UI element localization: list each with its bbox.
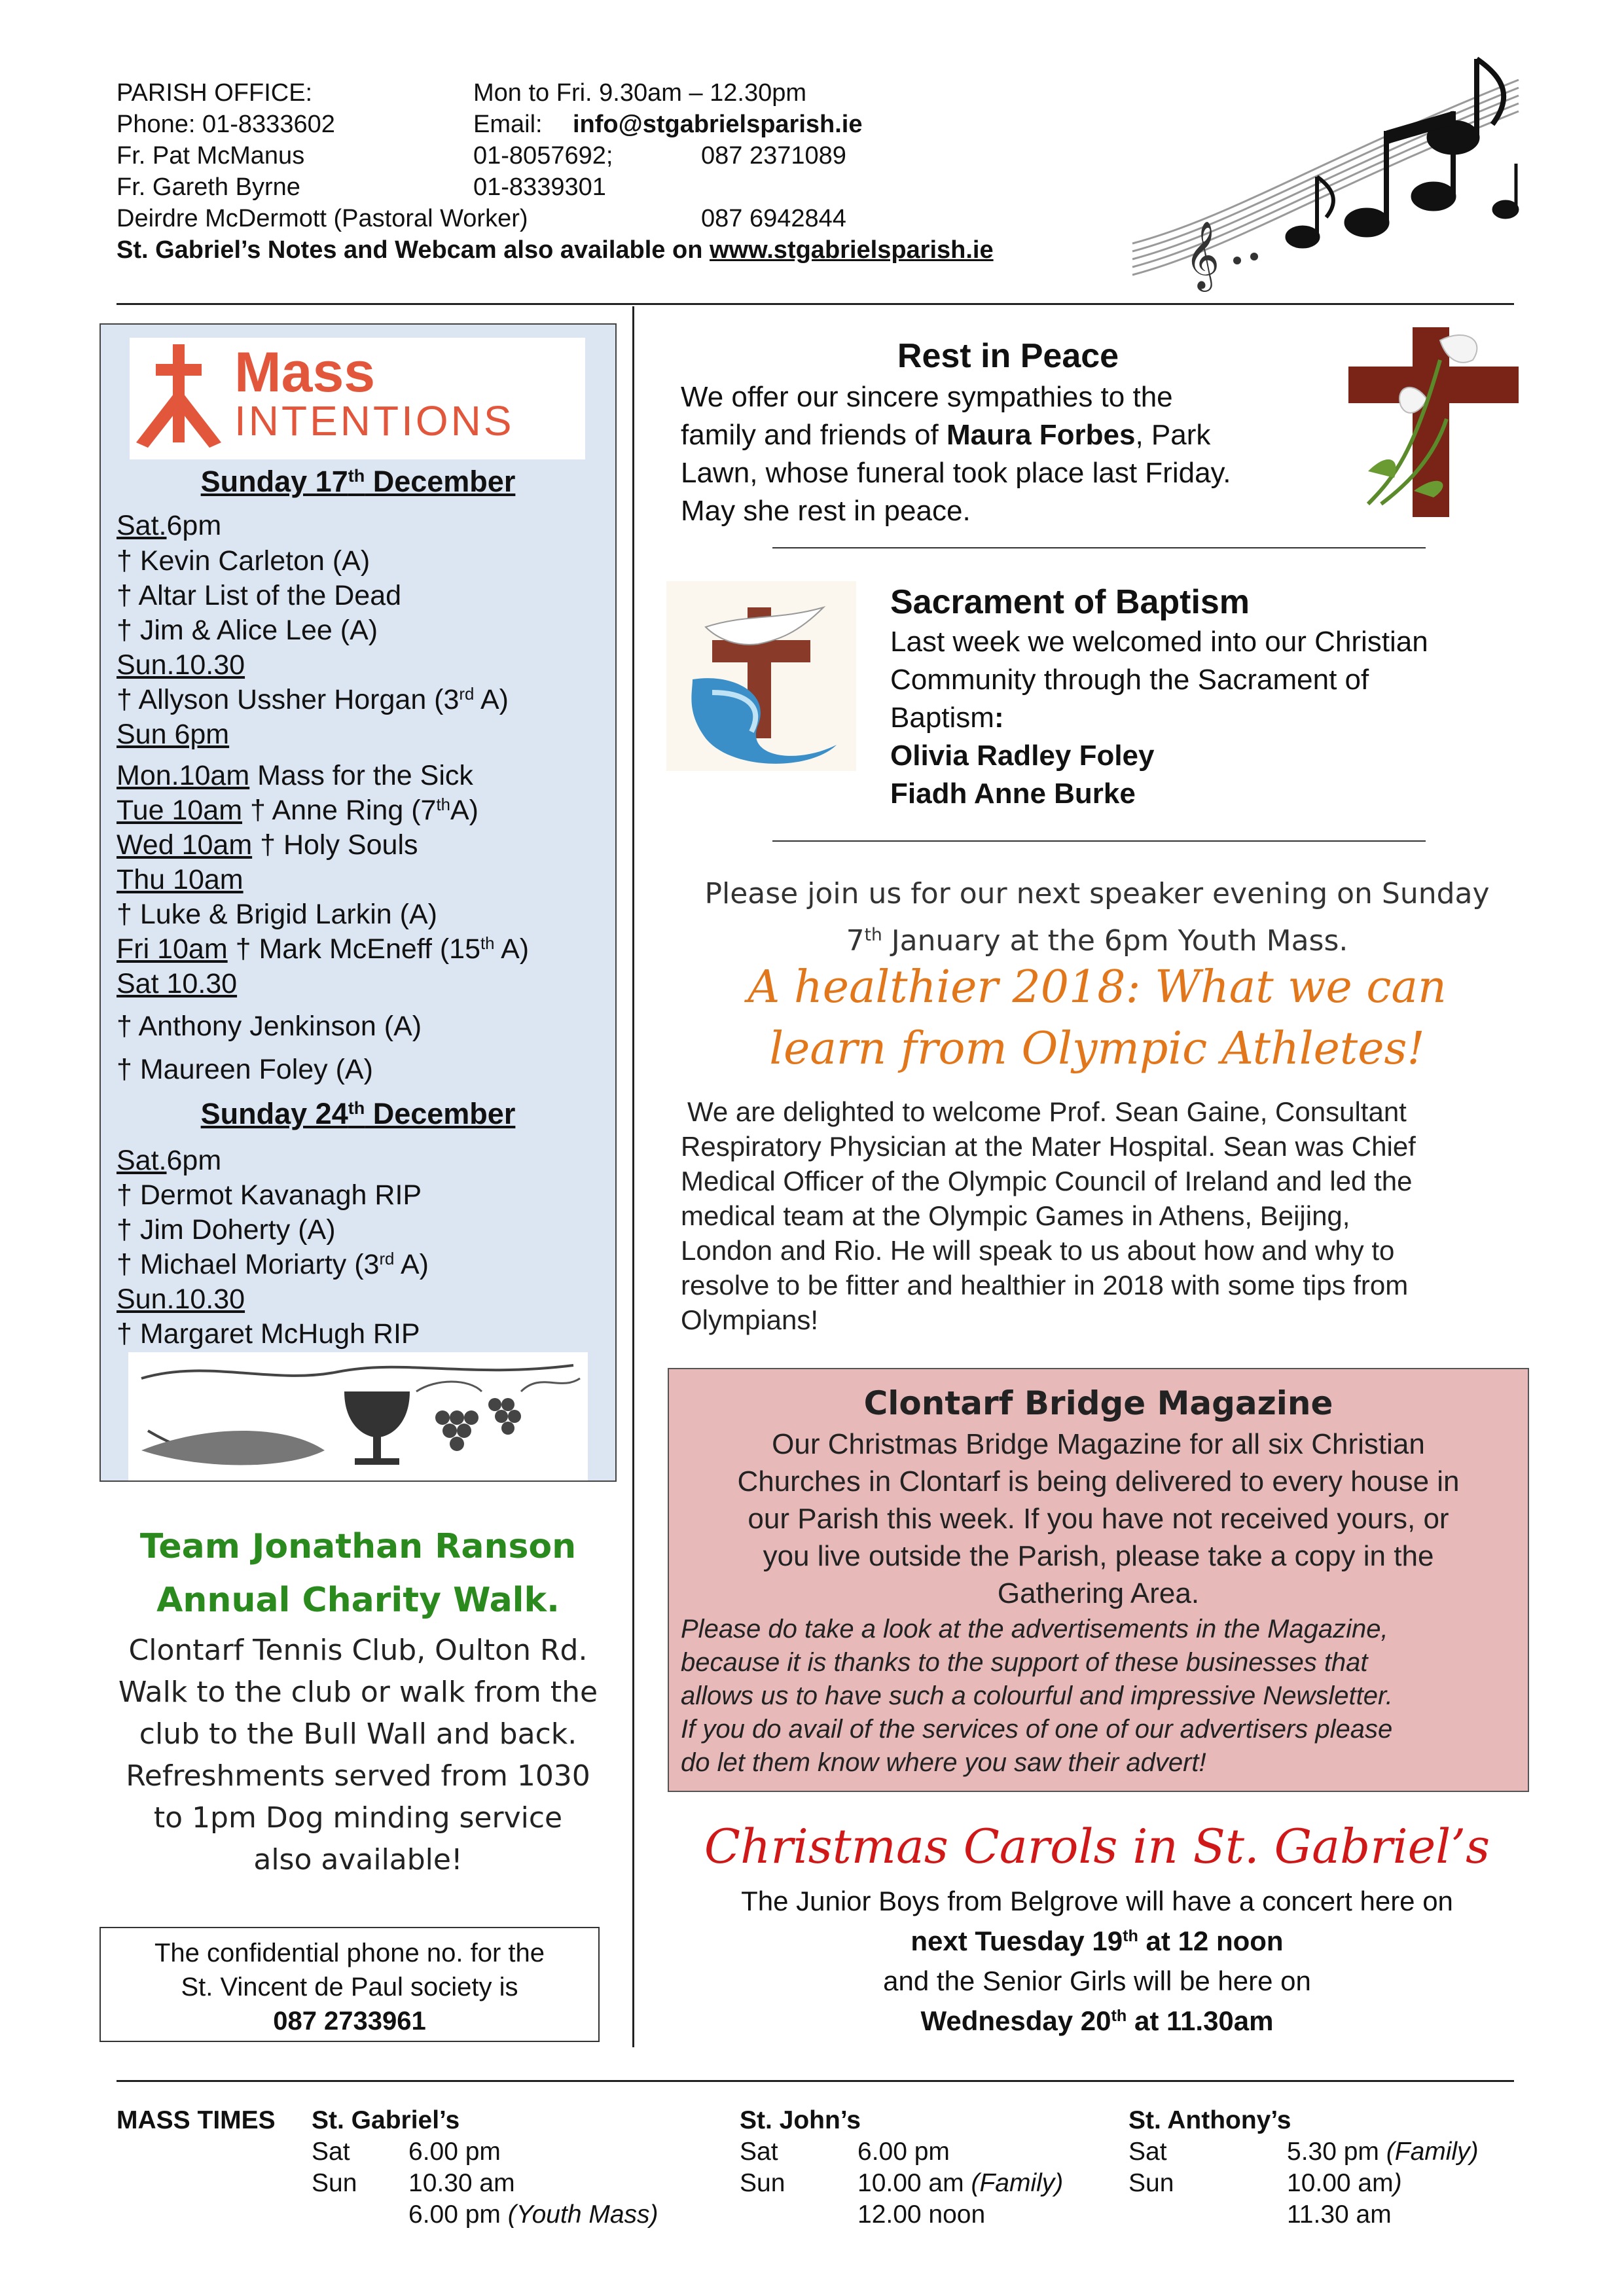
speaker-title-line: learn from Olympic Athletes! [769, 1023, 1425, 1075]
sunday-17-heading: Sunday 17th December [200, 465, 516, 498]
intention-item: † Jim Doherty (A) [117, 1214, 336, 1246]
magazine-note-line: If you do avail of the services of one of our advertisers please [681, 1715, 1393, 1744]
carols-title: Christmas Carols in St. Gabriel’s [704, 1819, 1490, 1874]
magazine-advertisers-note [681, 1613, 1519, 1780]
magazine-line: Churches in Clontarf is being delivered to every house in [737, 1465, 1460, 1498]
office-phone: Phone: 01-8333602 [117, 111, 335, 138]
intention-item: † Margaret McHugh RIP [117, 1318, 420, 1350]
worker-name: Deirdre McDermott (Pastoral Worker) [117, 205, 528, 232]
speaker-desc-line: We are delighted to welcome Prof. Sean Gaine, Consultant [687, 1096, 1407, 1127]
mass-time: 5.30 pm (Family) [1287, 2138, 1479, 2166]
sat-6pm: Sat.6pm [117, 510, 222, 541]
intention-item: † Jim & Alice Lee (A) [117, 615, 378, 646]
weekday-mon: Mon.10am Mass for the Sick [117, 760, 473, 791]
email-label: Email: [473, 111, 543, 138]
sunday-24-heading: Sunday 24th December [200, 1097, 516, 1130]
svp-phone-number: 087 2733961 [273, 2007, 426, 2036]
charity-walk-details [99, 1630, 617, 1881]
sat-6pm: Sat.6pm [117, 1145, 222, 1176]
webcam-text: St. Gabriel’s Notes and Webcam also available on [117, 236, 703, 264]
mass-time: 10.30 am [408, 2169, 515, 2197]
carols-line: and the Senior Girls will be here on [883, 1965, 1311, 1996]
baptism-line: Last week we welcomed into our Christian [890, 626, 1428, 658]
rest-in-peace-title: Rest in Peace [897, 337, 1119, 375]
magazine-note-line: Please do take a look at the advertisements in the Magazine, [681, 1615, 1388, 1643]
intention-item: † Allyson Ussher Horgan (3rd A) [117, 684, 509, 715]
worker-phone: 087 6942844 [701, 205, 846, 232]
music-notes-illustration [1126, 52, 1525, 301]
speaker-title [655, 957, 1540, 1080]
charity-walk-line: also available! [253, 1843, 463, 1876]
weekday-thu: Thu 10am [117, 864, 244, 895]
mass-time: 10.00 am) [1287, 2169, 1402, 2197]
rest-in-peace-body [681, 378, 1322, 530]
mass-time: 6.00 pm [857, 2138, 950, 2166]
baptism-title: Sacrament of Baptism [890, 583, 1250, 621]
sat-1030-label: Sat 10.30 [117, 968, 238, 999]
day-label: Sat [740, 2138, 778, 2166]
magazine-line: you live outside the Parish, please take a copy in the [763, 1540, 1434, 1572]
baptism-dove-icon [666, 581, 856, 771]
day-label: Sun [1128, 2169, 1174, 2197]
webcam-row [117, 234, 994, 266]
weekday-wed: Wed 10am † Holy Souls [117, 829, 418, 861]
svg-text:𝄞: 𝄞 [1185, 221, 1220, 289]
priest2-name: Fr. Gareth Byrne [117, 173, 300, 201]
cross-lily-icon [1342, 321, 1525, 524]
mass-time: 6.00 pm [408, 2138, 501, 2166]
charity-walk-line: Clontarf Tennis Club, Oulton Rd. [128, 1634, 588, 1667]
mass-time: 11.30 am [1287, 2200, 1392, 2229]
magazine-note-line: do let them know where you saw their advert! [681, 1748, 1206, 1777]
baptism-name: Fiadh Anne Burke [890, 778, 1136, 810]
carols-line: next Tuesday 19th at 12 noon [911, 1926, 1284, 1956]
carols-line: The Junior Boys from Belgrove will have a concert here on [741, 1886, 1453, 1916]
email-link[interactable]: info@stgabrielsparish.ie [573, 111, 863, 138]
church-st-johns: St. John’s [740, 2106, 861, 2134]
priest1-phone2: 087 2371089 [701, 142, 846, 170]
intention-item: † Luke & Brigid Larkin (A) [117, 899, 437, 930]
carols-line: Wednesday 20th at 11.30am [920, 2005, 1274, 2036]
speaker-desc-line: Medical Officer of the Olympic Council of Ireland and led the [681, 1166, 1413, 1196]
magazine-line: our Parish this week. If you have not received yours, or [748, 1503, 1449, 1535]
church-st-anthonys: St. Anthony’s [1128, 2106, 1291, 2134]
charity-walk-line: to 1pm Dog minding service [153, 1801, 563, 1835]
intention-item: † Anthony Jenkinson (A) [117, 1011, 422, 1042]
sun-1030-label: Sun.10.30 [117, 1283, 245, 1315]
logo-word-mass: Mass [234, 341, 376, 404]
svp-line: St. Vincent de Paul society is [181, 1973, 518, 2001]
baptism-body [890, 623, 1519, 813]
day-label: Sat [1128, 2138, 1167, 2166]
charity-walk-title-line: Team Jonathan Ranson [139, 1527, 577, 1566]
charity-walk-line: Walk to the club or walk from the [118, 1676, 598, 1709]
intention-item: † Michael Moriarty (3rd A) [117, 1249, 429, 1280]
weekday-tue: Tue 10am † Anne Ring (7thA) [117, 795, 478, 826]
intention-item: † Altar List of the Dead [117, 580, 402, 611]
charity-walk-title-line: Annual Charity Walk. [156, 1581, 560, 1620]
svp-line: The confidential phone no. for the [154, 1939, 545, 1967]
mass-time: 10.00 am (Family) [857, 2169, 1064, 2197]
speaker-desc-line: Olympians! [681, 1304, 819, 1335]
mass-time: 12.00 noon [857, 2200, 986, 2229]
intention-item: † Kevin Carleton (A) [117, 545, 370, 577]
bread-chalice-illustration [128, 1352, 588, 1480]
baptism-name: Olivia Radley Foley [890, 740, 1155, 772]
weekday-fri: Fri 10am † Mark McEneff (15th A) [117, 933, 530, 965]
carols-body [655, 1881, 1540, 2041]
logo-word-intentions: INTENTIONS [234, 397, 514, 444]
intention-item: † Maureen Foley (A) [117, 1054, 373, 1085]
rip-line: May she rest in peace. [681, 495, 971, 527]
office-hours: Mon to Fri. 9.30am – 12.30pm [473, 79, 807, 107]
priest1-phone1: 01-8057692; [473, 142, 613, 170]
priest2-phone: 01-8339301 [473, 173, 606, 201]
day-label: Sun [740, 2169, 785, 2197]
rip-line: Lawn, whose funeral took place last Friday. [681, 457, 1231, 489]
day-label: Sun [312, 2169, 357, 2197]
speaker-desc-line: medical team at the Olympic Games in Athens, Beijing, [681, 1200, 1350, 1231]
section-divider [772, 547, 1426, 548]
chalice-grapes-icon [128, 1352, 588, 1480]
mass-times-label: MASS TIMES [117, 2106, 276, 2134]
mass-time: 6.00 pm (Youth Mass) [408, 2200, 659, 2229]
speaker-desc-line: Respiratory Physician at the Mater Hospital. Sean was Chief [681, 1131, 1416, 1162]
rip-line: We offer our sincere sympathies to the [681, 381, 1173, 413]
church-st-gabriels: St. Gabriel’s [312, 2106, 460, 2134]
magazine-line: Gathering Area. [997, 1577, 1200, 1609]
charity-walk-title [99, 1520, 617, 1627]
magazine-body [668, 1426, 1529, 1612]
speaker-desc-line: London and Rio. He will speak to us about how and why to [681, 1235, 1395, 1266]
magazine-title: Clontarf Bridge Magazine [863, 1384, 1333, 1422]
magazine-note-line: allows us to have such a colourful and impressive Newsletter. [681, 1681, 1393, 1710]
speaker-intro-line: 7th January at the 6pm Youth Mass. [846, 924, 1348, 958]
baptism-line: Baptism: [890, 702, 1004, 734]
footer-rule [117, 2080, 1514, 2082]
mass-intentions-logo [130, 338, 585, 459]
column-divider [632, 306, 634, 2047]
charity-walk-line: club to the Bull Wall and back. [139, 1717, 577, 1751]
day-label: Sat [312, 2138, 350, 2166]
speaker-title-line: A healthier 2018: What we can [748, 961, 1447, 1013]
speaker-description [681, 1094, 1525, 1337]
rip-line: family and friends of Maura Forbes, Park [681, 419, 1211, 451]
speaker-intro [655, 870, 1540, 965]
speaker-desc-line: resolve to be fitter and healthier in 2018 with some tips from [681, 1270, 1409, 1300]
sun-1030-label: Sun.10.30 [117, 649, 245, 681]
magazine-line: Our Christmas Bridge Magazine for all six Christian [772, 1428, 1425, 1460]
intention-item: † Dermot Kavanagh RIP [117, 1179, 422, 1211]
baptism-line: Community through the Sacrament of [890, 664, 1369, 696]
speaker-intro-line: Please join us for our next speaker evening on Sunday [704, 877, 1490, 910]
magazine-note-line: because it is thanks to the support of these businesses that [681, 1648, 1368, 1677]
website-link[interactable]: www.stgabrielsparish.ie [709, 236, 994, 264]
sun-6pm-label: Sun 6pm [117, 719, 230, 750]
charity-walk-line: Refreshments served from 1030 [126, 1759, 590, 1793]
office-label: PARISH OFFICE: [117, 79, 313, 107]
section-divider [772, 840, 1426, 842]
svp-phone-box [99, 1927, 600, 2042]
priest1-name: Fr. Pat McManus [117, 142, 305, 170]
header-rule [117, 303, 1514, 305]
